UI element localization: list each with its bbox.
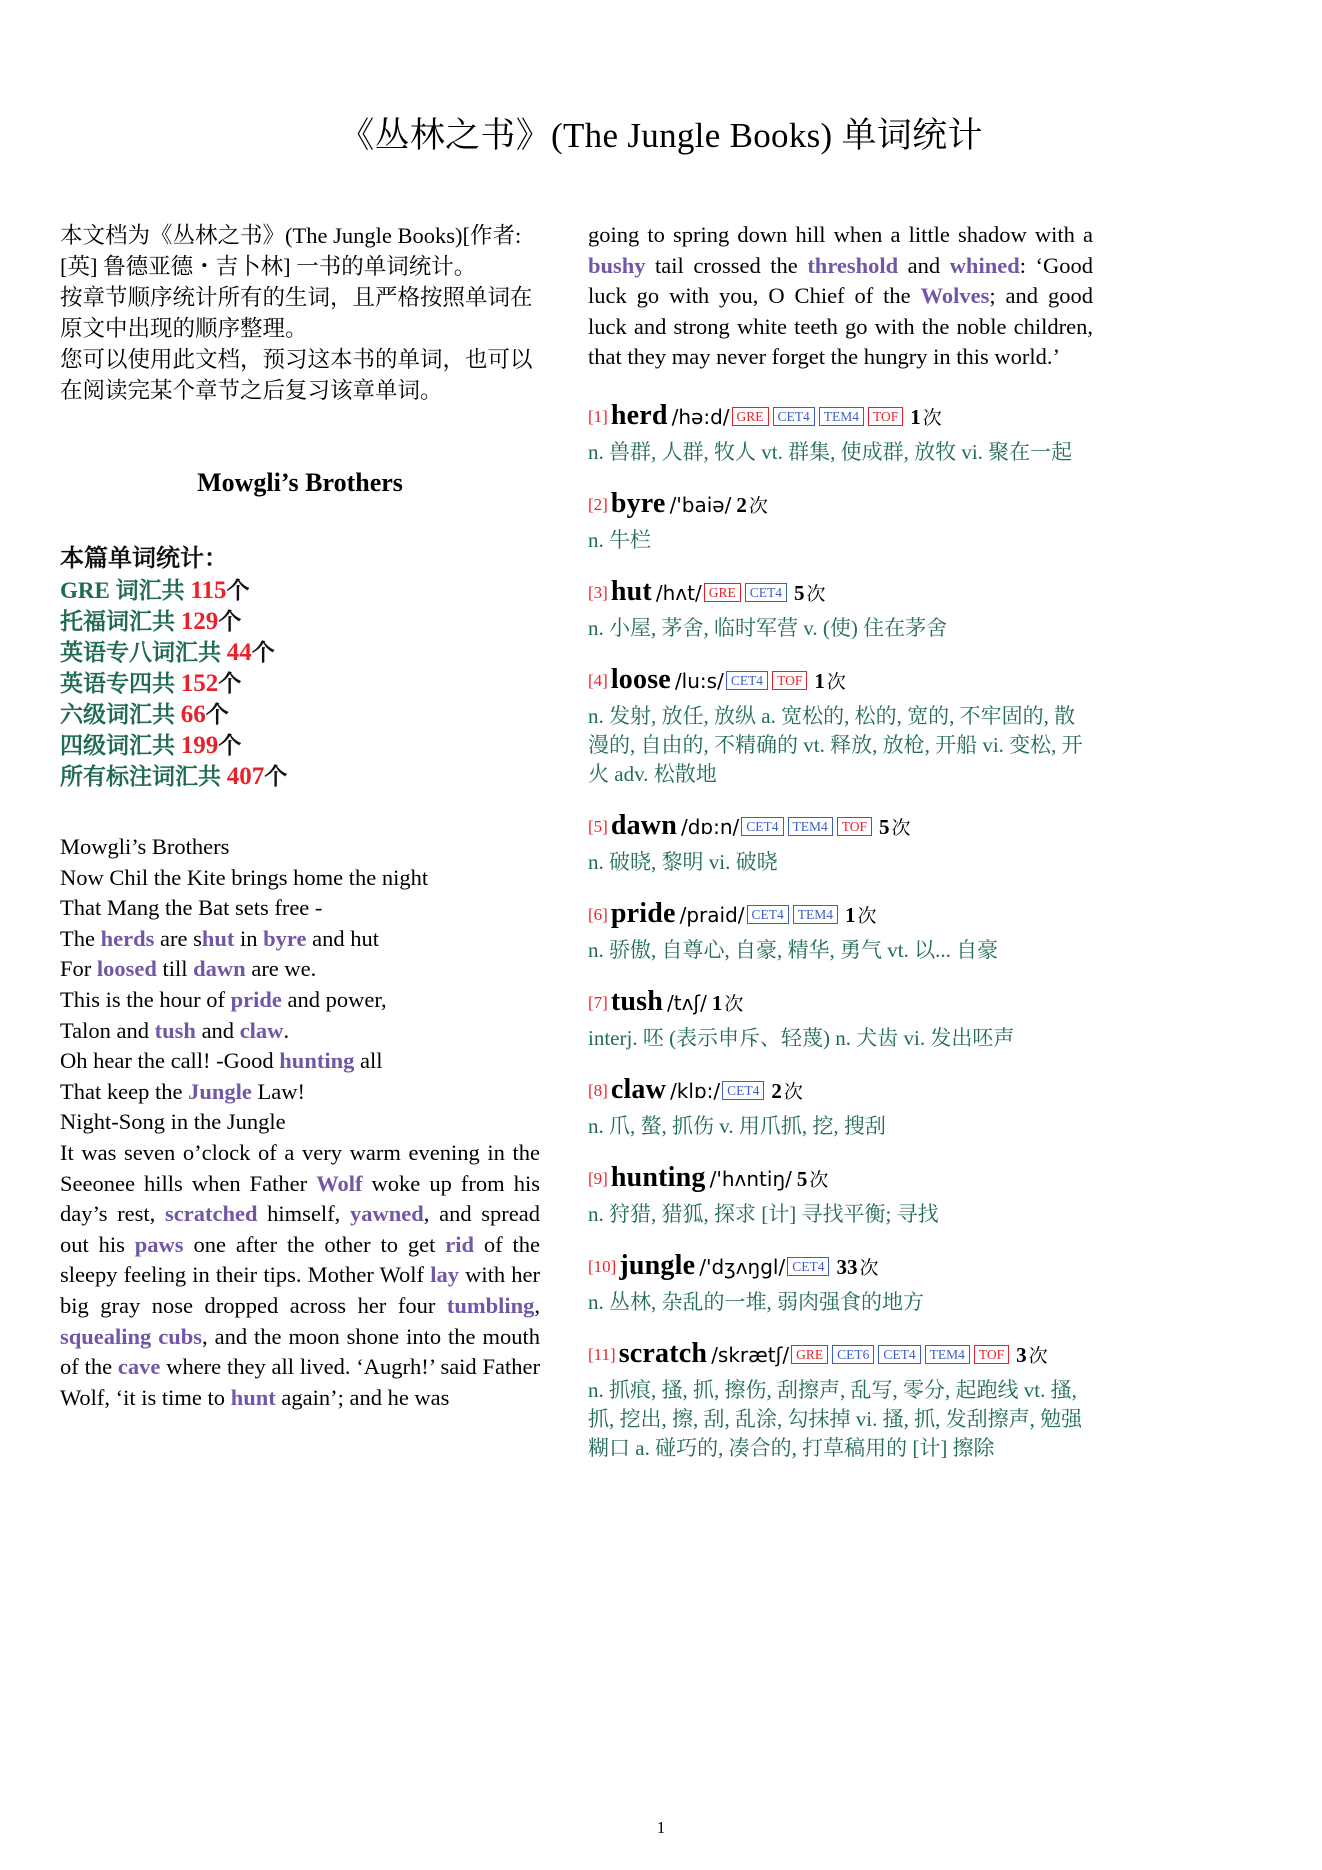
text-run: tail crossed the [645, 252, 808, 278]
text-run: ; and good luck and strong white teeth go with the noble children, that they may never forget the hungry in this world.’ [588, 283, 1093, 370]
highlighted-word: threshold [807, 252, 899, 278]
vocab-tag-tof: TOF [974, 1345, 1009, 1364]
vocab-tag-cet4: CET4 [722, 1081, 764, 1100]
entry-definition: n. 破晓, 黎明 vi. 破晓 [588, 849, 778, 874]
entry-definition: n. 抓痕, 搔, 抓, 擦伤, 刮擦声, 乱写, 零分, 起跑线 vt. 搔, 抓, 挖出, 擦, 刮, 乱涂, 勾抹掉 vi. 搔, 抓, 发刮擦声, 勉强糊口 a. 碰巧的, 凑合的, 打草稿用的 [计] 擦除 [588, 1377, 1083, 1460]
entry-definition: n. 发射, 放任, 放纵 a. 宽松的, 松的, 宽的, 不牢固的, 散漫的, 自由的, 不精确的 vt. 释放, 放枪, 开船 vi. 变松, 开火 adv. 松散地 [588, 703, 1083, 786]
statistic-unit: 个 [218, 609, 242, 634]
intro-line: 您可以使用此文档，预习这本书的单词，也可以 [60, 347, 533, 372]
text-run: , and spread out his [60, 1201, 540, 1257]
poem-line [60, 924, 540, 955]
entry-index: [11] [588, 1344, 616, 1364]
two-column-layout [0, 158, 1322, 1483]
poem-line [60, 1107, 540, 1138]
entry-index: [5] [588, 816, 608, 836]
entry-word: claw [610, 1073, 667, 1105]
entry-occurrence-count: 5 [794, 580, 805, 605]
page-title: 《丛林之书》(The Jungle Books) 单词统计 [339, 116, 983, 155]
entry-definition: n. 狩猎, 猎狐, 探求 [计] 寻找平衡; 寻找 [588, 1201, 939, 1226]
entry-index: [6] [588, 904, 608, 924]
text-run: and power, [281, 986, 387, 1012]
statistic-row [60, 606, 540, 637]
entry-index: [9] [588, 1168, 608, 1188]
word-entry-header [588, 575, 1093, 613]
vocab-tag-cet4: CET4 [878, 1345, 920, 1364]
entry-occurrence-count: 1 [910, 404, 921, 429]
highlighted-word: Wolves [920, 283, 990, 309]
entry-index: [10] [588, 1256, 617, 1276]
entry-word: scratch [618, 1337, 708, 1369]
text-run: are we. [245, 956, 317, 982]
text-run: That keep the [60, 1078, 189, 1104]
vocab-tag-cet4: CET4 [726, 671, 768, 690]
entry-definition: interj. 呸 (表示申斥、轻蔑) n. 犬齿 vi. 发出呸声 [588, 1025, 1015, 1050]
entry-count-unit: 次 [748, 495, 768, 517]
entry-index: [1] [588, 406, 608, 426]
vocab-tag-cet6: CET6 [832, 1345, 874, 1364]
vocab-tag-gre: GRE [732, 407, 769, 426]
statistic-row [60, 699, 540, 730]
word-entry [588, 897, 1093, 965]
poem-line [60, 985, 540, 1016]
word-entry-header [588, 487, 1093, 525]
intro-line: 原文中出现的顺序整理。 [60, 316, 308, 341]
text-run: till [156, 956, 194, 982]
word-entry [588, 1073, 1093, 1141]
poem-line [60, 1016, 540, 1047]
entry-definition: n. 小屋, 茅舍, 临时军营 v. (使) 住在茅舍 [588, 615, 948, 640]
poem-line [60, 893, 540, 924]
statistic-label: 托福词汇共 [60, 609, 181, 634]
highlighted-word: rid [445, 1231, 474, 1257]
entry-occurrence-count: 3 [1016, 1342, 1027, 1367]
vocab-tag-tem4: TEM4 [819, 407, 864, 426]
statistic-label: 六级词汇共 [60, 702, 181, 727]
statistic-unit: 个 [205, 702, 229, 727]
statistic-label: 英语专八词汇共 [60, 640, 227, 665]
statistic-label: 所有标注词汇共 [60, 764, 227, 789]
entry-count-unit: 次 [806, 583, 826, 605]
entry-pronunciation: /hə:d/ [671, 404, 730, 429]
highlighted-word: byre [263, 925, 307, 951]
word-entry-header [588, 897, 1093, 935]
entry-word: jungle [619, 1249, 696, 1281]
poem-line [60, 1046, 540, 1077]
highlighted-word: yawned [350, 1201, 424, 1227]
statistic-unit: 个 [218, 733, 242, 758]
right-column [588, 220, 1093, 1483]
statistic-value: 66 [180, 701, 206, 728]
statistic-value: 407 [226, 763, 265, 790]
statistic-row [60, 575, 540, 606]
entry-word: loose [610, 663, 671, 695]
text-run: going to spring down hill when a little shadow with a [588, 222, 1093, 247]
highlighted-word: paws [134, 1231, 184, 1257]
highlighted-word: hunting [279, 1048, 355, 1074]
text-run: Law! [251, 1078, 305, 1104]
entry-count-unit: 次 [859, 1257, 879, 1279]
intro-paragraph [60, 220, 540, 406]
entry-index: [2] [588, 494, 608, 514]
entry-word: dawn [610, 809, 677, 841]
highlighted-word: hut [201, 925, 235, 951]
word-entry-header [588, 809, 1093, 847]
text-run: himself, [257, 1201, 350, 1227]
word-entry [588, 399, 1093, 467]
poem-line [60, 954, 540, 985]
highlighted-word: herds [100, 925, 155, 951]
word-entry [588, 1249, 1093, 1317]
text-run: of the sleepy feeling in their tips. Mother Wolf [60, 1231, 540, 1288]
entry-pronunciation: /klɒ:/ [670, 1078, 721, 1103]
text-run: Talon and [60, 1017, 155, 1043]
left-prose-paragraph [60, 1138, 540, 1413]
entry-occurrence-count: 2 [736, 492, 747, 517]
text-run: woke up from his day’s rest, [60, 1170, 540, 1227]
entry-definition: n. 爪, 螯, 抓伤 v. 用爪抓, 挖, 搜刮 [588, 1113, 886, 1138]
entry-pronunciation: /'baiə/ [669, 492, 732, 517]
entry-word: hunting [610, 1161, 706, 1193]
entry-pronunciation: /'hʌntiŋ/ [709, 1166, 792, 1191]
poem-line [60, 863, 540, 894]
entry-count-unit: 次 [783, 1081, 803, 1103]
intro-line: 本文档为《丛林之书》(The Jungle Books)[作者: [60, 223, 522, 248]
entry-occurrence-count: 5 [796, 1166, 808, 1191]
entry-pronunciation: /'dʒʌŋgl/ [699, 1254, 786, 1279]
word-entry-header [588, 1249, 1093, 1287]
entry-occurrence-count: 5 [879, 814, 890, 839]
entry-index: [7] [588, 992, 608, 1012]
statistic-unit: 个 [226, 578, 250, 603]
statistic-unit: 个 [218, 671, 242, 696]
highlighted-word: squealing cubs [60, 1323, 203, 1349]
poem-block [60, 832, 540, 1138]
word-entry [588, 575, 1093, 643]
word-entry-header [588, 985, 1093, 1023]
highlighted-word: dawn [193, 956, 246, 982]
statistic-row [60, 637, 540, 668]
statistic-row [60, 761, 540, 792]
statistic-label: 英语专四共 [60, 671, 181, 696]
statistic-row [60, 730, 540, 761]
intro-line: [英] 鲁德亚德・吉卜林] 一书的单词统计。 [60, 254, 477, 279]
text-run: and [195, 1017, 240, 1043]
entry-definition: n. 骄傲, 自尊心, 自豪, 精华, 勇气 vt. 以... 自豪 [588, 937, 999, 962]
right-prose-paragraph [588, 220, 1093, 373]
highlighted-word: bushy [588, 252, 646, 278]
word-entry-list [588, 399, 1093, 1463]
text-run: and hut [306, 925, 379, 951]
vocab-tag-cet4: CET4 [787, 1257, 829, 1276]
entry-index: [3] [588, 582, 608, 602]
word-entry-header [588, 1161, 1093, 1199]
vocab-tag-tem4: TEM4 [793, 905, 838, 924]
word-entry [588, 1161, 1093, 1229]
statistic-value: 44 [226, 639, 252, 666]
highlighted-word: scratched [165, 1201, 258, 1227]
word-entry [588, 487, 1093, 555]
text-run: Oh hear the call! ‐Good [60, 1048, 280, 1074]
entry-index: [4] [588, 670, 608, 690]
entry-word: byre [610, 487, 666, 519]
highlighted-word: Jungle [188, 1078, 252, 1104]
word-entry-header [588, 663, 1093, 701]
poem-line [60, 1077, 540, 1108]
text-run: : ‘Good luck go with you, O Chief of the [588, 252, 1093, 309]
statistics-block [60, 544, 540, 792]
entry-occurrence-count: 33 [836, 1254, 858, 1279]
highlighted-word: claw [239, 1017, 284, 1043]
poem-title-line: Mowgli’s Brothers [60, 834, 230, 859]
statistics-rows [60, 575, 540, 792]
entry-pronunciation: /dɒ:n/ [681, 814, 740, 839]
word-entry [588, 809, 1093, 877]
text-run: where they all lived. ‘Augrh!’ said Father Wolf, ‘it is time to [60, 1354, 540, 1410]
statistic-row [60, 668, 540, 699]
statistic-label: 四级词汇共 [60, 733, 181, 758]
word-entry-header [588, 399, 1093, 437]
entry-pronunciation: /hʌt/ [655, 580, 702, 605]
text-run: For [60, 956, 97, 982]
highlighted-word: tumbling [446, 1292, 535, 1318]
entry-occurrence-count: 1 [711, 990, 723, 1015]
text-run: with her big gray nose dropped across her four [60, 1262, 540, 1318]
word-entry [588, 663, 1093, 789]
vocab-tag-tem4: TEM4 [788, 817, 833, 836]
entry-occurrence-count: 1 [845, 902, 856, 927]
vocab-tag-gre: GRE [791, 1345, 828, 1364]
text-run: are s [154, 925, 202, 951]
statistic-label: GRE 词汇共 [60, 578, 191, 603]
vocab-tag-tem4: TEM4 [925, 1345, 970, 1364]
vocab-tag-gre: GRE [704, 583, 741, 602]
entry-word: tush [610, 985, 663, 1017]
word-entry [588, 1337, 1093, 1463]
text-run: and [898, 252, 950, 278]
entry-pronunciation: /skrætʃ/ [711, 1342, 790, 1367]
vocab-tag-tof: TOF [837, 817, 872, 836]
entry-word: herd [610, 399, 668, 431]
text-run: one after the other to get [183, 1231, 446, 1257]
chapter-heading: Mowgli’s Brothers [197, 468, 403, 497]
intro-line: 按章节顺序统计所有的生词，且严格按照单词在 [60, 285, 533, 310]
statistic-value: 129 [180, 608, 219, 635]
highlighted-word: loosed [96, 956, 157, 982]
highlighted-word: pride [230, 986, 282, 1012]
vocab-tag-cet4: CET4 [741, 817, 783, 836]
highlighted-word: hunt [230, 1384, 276, 1410]
text-run: , and the moon shone into the mouth of the [60, 1323, 540, 1380]
text-run: It was seven o’clock of a very warm evening in the Seeonee hills when Father [60, 1139, 540, 1196]
entry-count-unit: 次 [922, 407, 942, 429]
page-number: 1 [656, 1818, 666, 1837]
text-run: That Mang the Bat sets free ‐ [60, 895, 323, 921]
text-run: in [234, 925, 264, 951]
entry-definition: n. 丛林, 杂乱的一堆, 弱肉强食的地方 [588, 1289, 924, 1314]
statistic-value: 199 [180, 732, 219, 759]
entry-pronunciation: /praid/ [679, 902, 745, 927]
vocab-tag-cet4: CET4 [745, 583, 787, 602]
entry-index: [8] [588, 1080, 608, 1100]
vocab-tag-tof: TOF [868, 407, 903, 426]
text-run: This is the hour of [60, 986, 231, 1012]
highlighted-word: cave [117, 1354, 161, 1380]
word-entry-header [588, 1337, 1093, 1375]
entry-count-unit: 次 [826, 671, 846, 693]
statistic-unit: 个 [264, 764, 288, 789]
entry-definition: n. 兽群, 人群, 牧人 vt. 群集, 使成群, 放牧 vi. 聚在一起 [588, 439, 1073, 464]
intro-line: 在阅读完某个章节之后复习该章单词。 [60, 378, 443, 403]
entry-word: hut [610, 575, 652, 607]
entry-count-unit: 次 [857, 905, 877, 927]
text-run: The [60, 925, 101, 951]
vocab-tag-tof: TOF [772, 671, 807, 690]
statistic-unit: 个 [251, 640, 275, 665]
entry-pronunciation: /tʌʃ/ [667, 990, 707, 1015]
statistic-value: 115 [190, 577, 227, 604]
entry-count-unit: 次 [891, 817, 911, 839]
vocab-tag-cet4: CET4 [747, 905, 789, 924]
word-entry-header [588, 1073, 1093, 1111]
entry-count-unit: 次 [1028, 1345, 1048, 1367]
text-run: , [534, 1292, 540, 1318]
text-run: all [354, 1048, 383, 1074]
highlighted-word: tush [154, 1017, 196, 1043]
left-column [60, 220, 540, 1483]
highlighted-word: whined [949, 252, 1020, 278]
entry-occurrence-count: 1 [814, 668, 825, 693]
entry-count-unit: 次 [724, 993, 744, 1015]
statistics-title: 本篇单词统计： [60, 546, 228, 572]
text-run: Night-Song in the Jungle [60, 1109, 286, 1135]
statistic-value: 152 [180, 670, 219, 697]
entry-count-unit: 次 [809, 1169, 829, 1191]
entry-pronunciation: /lu:s/ [674, 668, 724, 693]
vocab-tag-cet4: CET4 [773, 407, 815, 426]
highlighted-word: lay [430, 1262, 459, 1288]
entry-definition: n. 牛栏 [588, 527, 651, 552]
text-run: again’; and he was [275, 1384, 450, 1410]
highlighted-word: Wolf [316, 1170, 363, 1196]
entry-occurrence-count: 2 [771, 1078, 782, 1103]
text-run: . [283, 1017, 290, 1043]
entry-word: pride [610, 897, 676, 929]
text-run: Now Chil the Kite brings home the night [60, 864, 429, 890]
word-entry [588, 985, 1093, 1053]
